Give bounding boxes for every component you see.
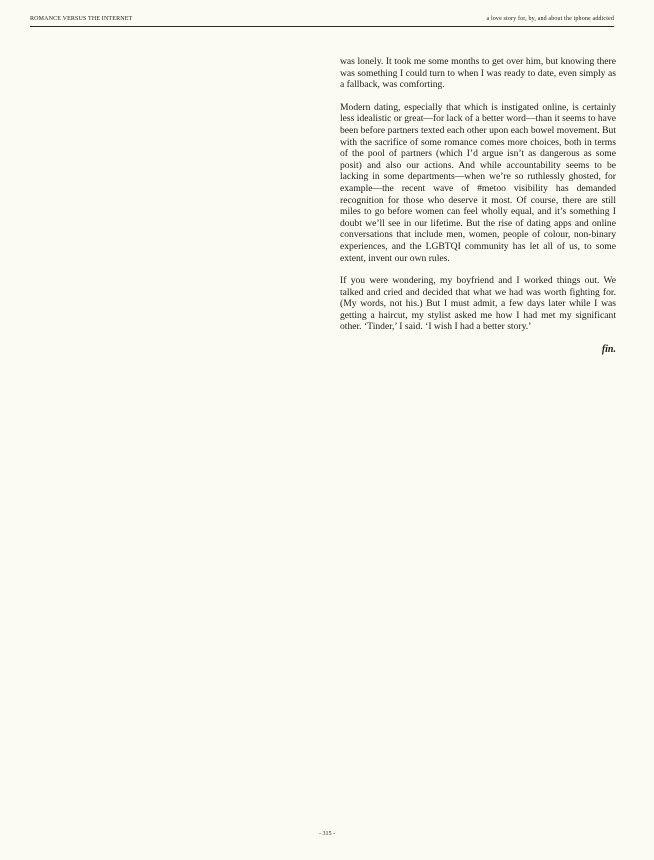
body-paragraph: If you were wondering, my boyfriend and I worked things out. We talked and cried and decided that what we had was worth fighting for. (My words, not his.) But I must admit, a few days later while I was getting a haircut, my stylist asked me how I had met my significant other. ‘Tinder,’ I said. ‘I wish I had a better story.’ (340, 275, 616, 333)
page-number: - 315 - (319, 831, 335, 837)
running-title-right: a love story for, by, and about the iphone addicted (486, 16, 614, 22)
body-paragraph: Modern dating, especially that which is instigated online, is certainly less idealistic or great—for lack of a better word—than it seems to have been before partners texted each other upon each bowel movement. But with the sacrifice of some romance comes more choices, both in terms of the pool of partners (which I’d argue isn’t as dangerous as some posit) and also our actions. And while accountability seems to be lacking in some departments—when we’re so ruthlessly ghosted, for example—the recent wave of #metoo visibility has demanded recognition for those who deserve it most. Of course, there are still miles to go before women can feel wholly equal, and it’s something I doubt we’ll see in our lifetime. But the rise of dating apps and online conversations that include men, women, people of colour, non-binary experiences, and the LGBTQI community has let all of us, to some extent, invent our own rules. (340, 101, 616, 264)
text-column (340, 56, 616, 356)
body-paragraph: was lonely. It took me some months to get over him, but knowing there was something I could turn to when I was ready to date, even simply as a fallback, was comforting. (340, 56, 616, 91)
signoff: fin. (601, 344, 616, 356)
running-title-left: ROMANCE VERSUS THE INTERNET (30, 16, 133, 22)
header-rule (30, 26, 614, 27)
